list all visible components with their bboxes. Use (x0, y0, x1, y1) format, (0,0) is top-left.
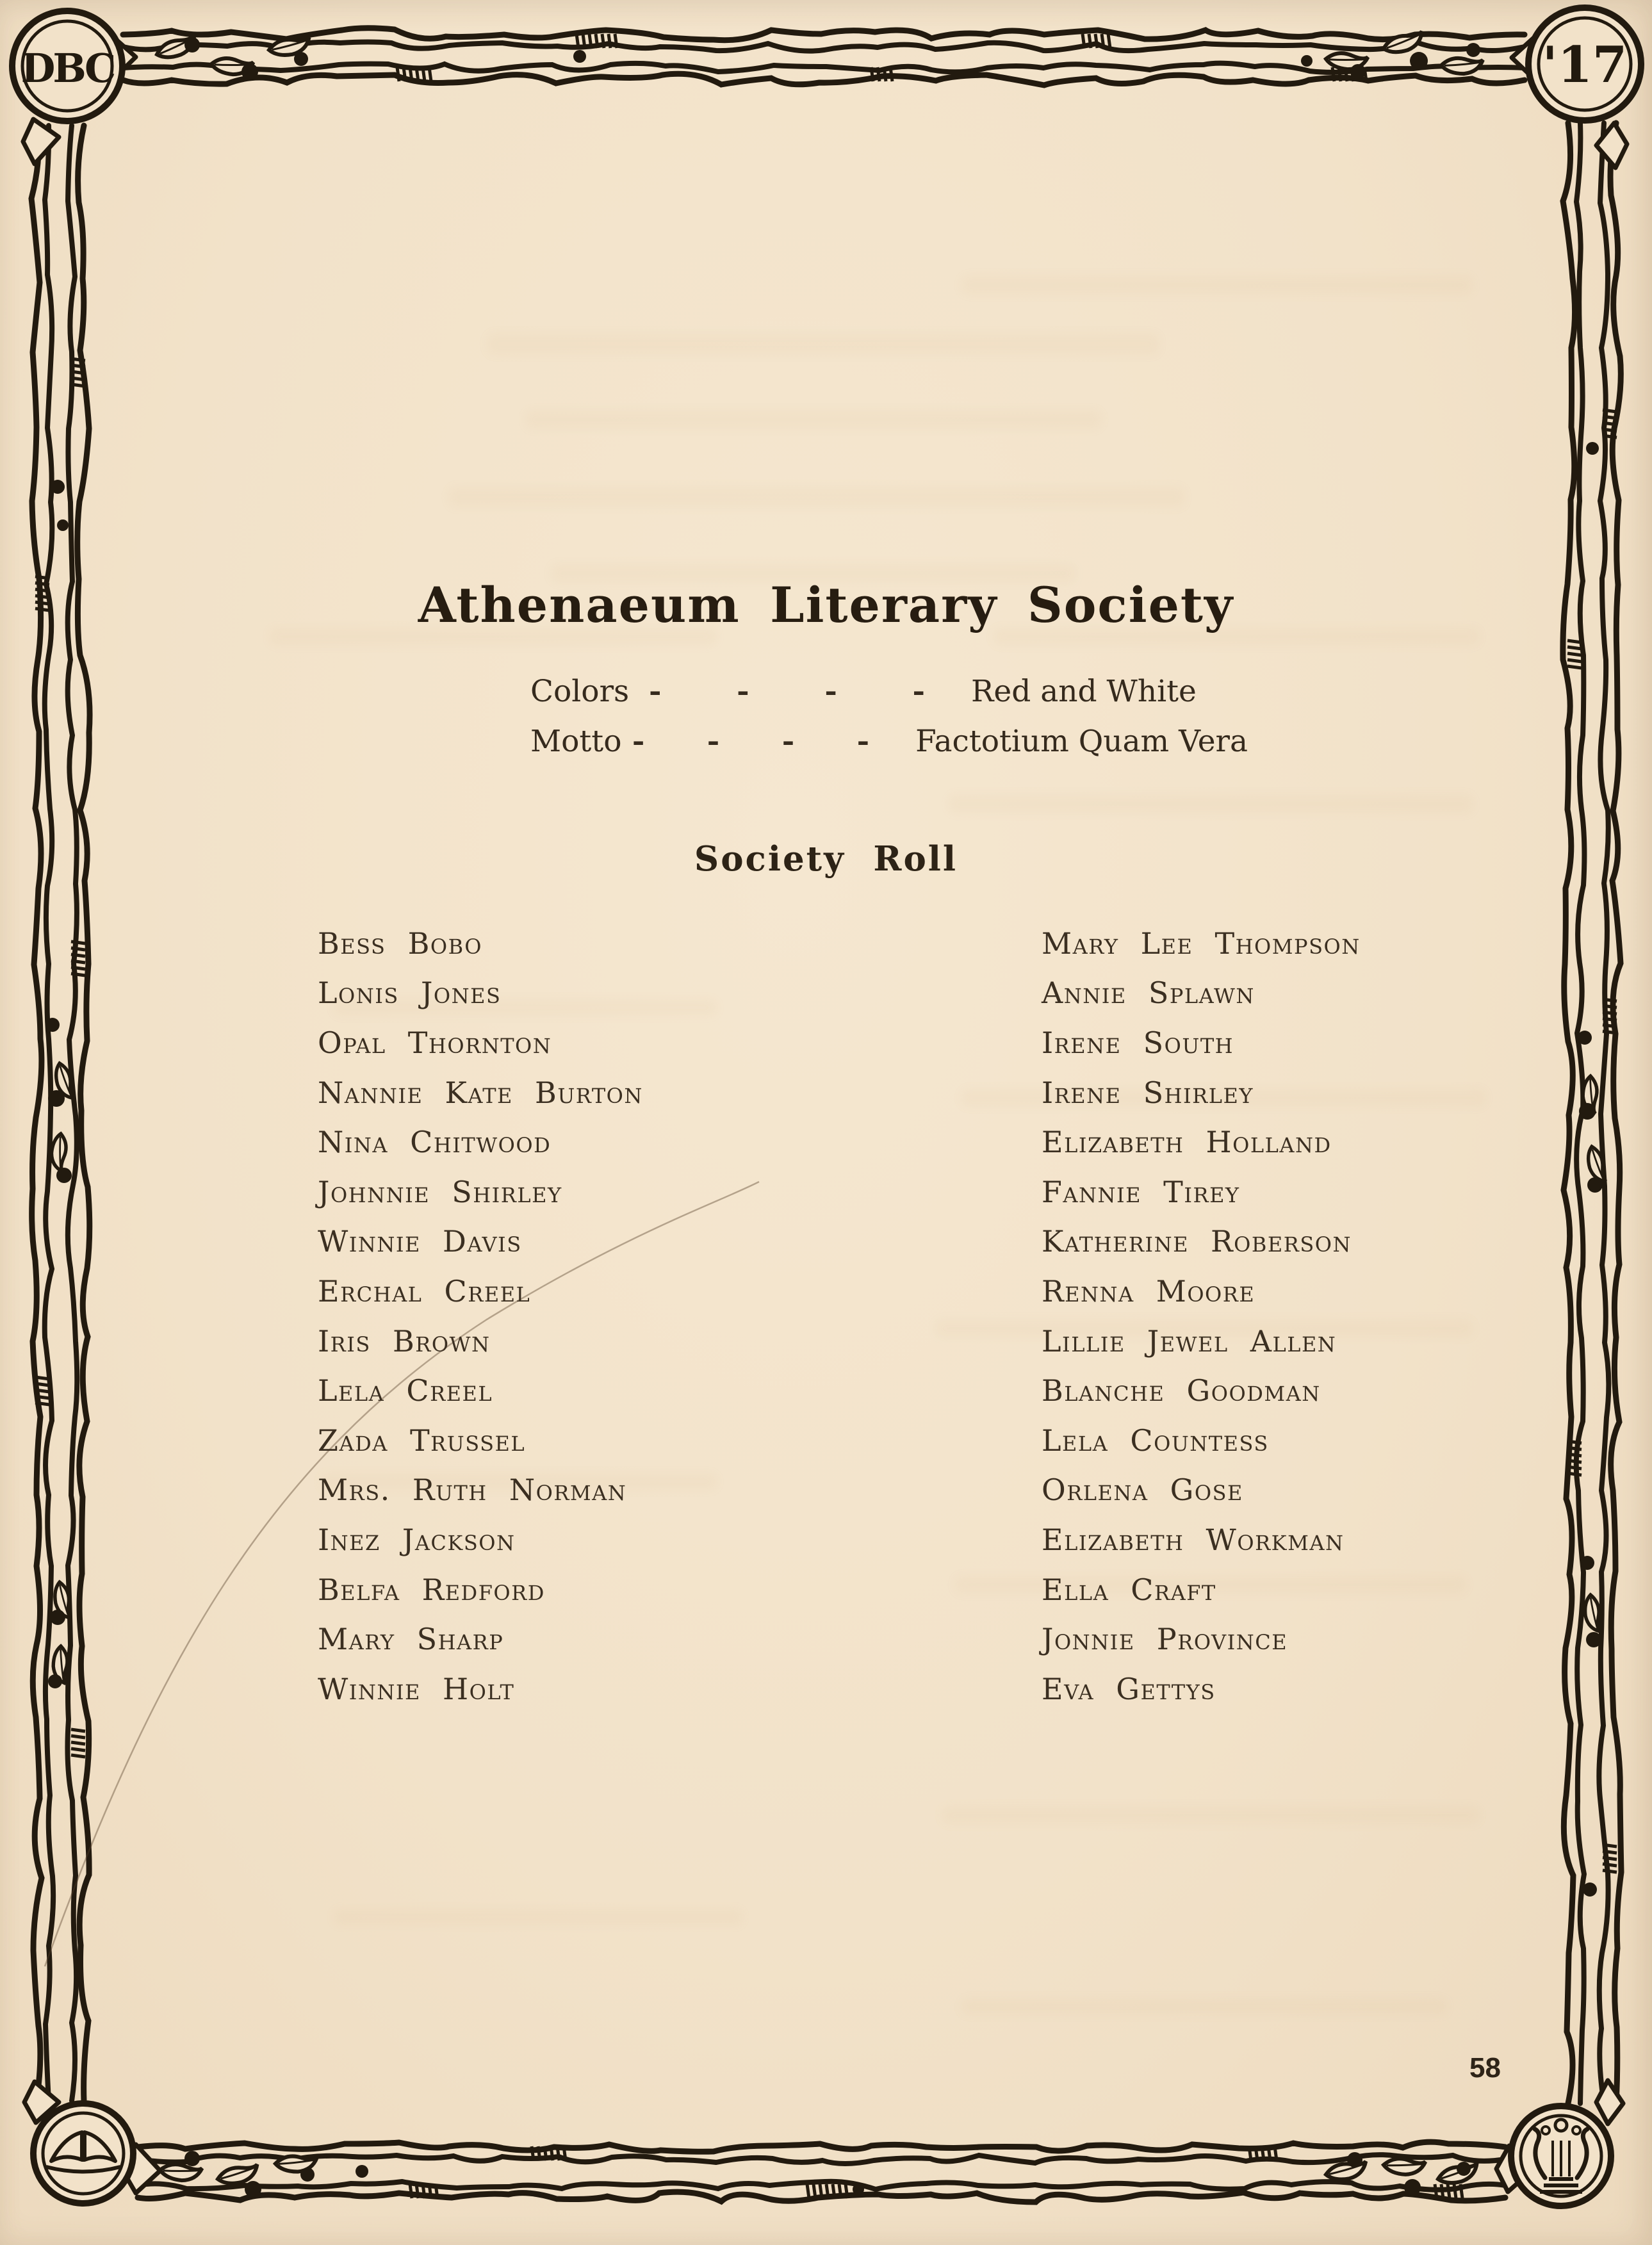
hatch-mark (577, 34, 578, 48)
hatch-mark (807, 2184, 809, 2198)
hatch-mark (71, 384, 85, 386)
hatch-mark (878, 67, 879, 81)
hatch-mark (564, 2146, 566, 2160)
vine-berry (1586, 442, 1599, 455)
hatch-mark (1332, 67, 1334, 81)
hatch-mark (71, 961, 85, 963)
hatch-mark (423, 67, 425, 81)
vine-berry (294, 52, 308, 66)
hatch-mark (1460, 2184, 1462, 2198)
hatch-mark (416, 2184, 418, 2198)
hatch-mark (71, 954, 85, 956)
roll-member: Mrs. Ruth Norman (318, 1473, 627, 1508)
hatch-mark (1567, 660, 1582, 662)
hatch-mark (846, 2184, 847, 2198)
hatch-mark (35, 1403, 49, 1405)
attribute-row-colors (530, 666, 1248, 716)
vine-berry (356, 2165, 368, 2178)
vine-berry (184, 2151, 200, 2166)
hatch-mark (1108, 34, 1110, 48)
hatch-mark (429, 2184, 431, 2198)
hatch-mark (1249, 2146, 1251, 2160)
hatch-mark (551, 2146, 553, 2160)
page-title: Athenaeum Literary Society (418, 576, 1234, 633)
hatch-mark (1262, 2146, 1264, 2160)
vine-berry (1587, 1177, 1603, 1193)
dash: - (737, 675, 749, 707)
dash: - (649, 675, 662, 707)
hatch-mark (35, 1396, 49, 1398)
hatch-mark (532, 2146, 534, 2160)
hatch-mark (404, 67, 405, 81)
society-attributes (530, 666, 1248, 766)
border-line (45, 126, 53, 2101)
roll-member: Zada Trussel (318, 1423, 526, 1458)
roll-member: Iris Brown (318, 1323, 491, 1359)
roll-member: Annie Splawn (1042, 976, 1255, 1011)
border-line (123, 28, 1525, 40)
hatch-mark (609, 34, 610, 48)
roll-member: Inez Jackson (318, 1522, 516, 1557)
hatch-mark (884, 67, 886, 81)
roll-member: Bess Bobo (318, 926, 482, 961)
roll-member: Renna Moore (1042, 1273, 1255, 1309)
border-line (123, 74, 1525, 85)
hatch-mark (820, 2184, 822, 2198)
hatch-mark (416, 67, 418, 81)
vine-berry (1579, 1103, 1596, 1120)
vine-berry (56, 1168, 72, 1183)
hatch-mark (1603, 416, 1617, 418)
hatch-mark (833, 2184, 835, 2198)
hatch-mark (1454, 2184, 1456, 2198)
hatch-mark (1095, 34, 1097, 48)
hatch-mark (583, 34, 585, 48)
hatch-mark (1603, 410, 1617, 412)
hatch-mark (1441, 2184, 1443, 2198)
hatch-mark (436, 2184, 438, 2198)
vine-berry (1578, 1031, 1592, 1045)
vine-leaf (1382, 31, 1425, 55)
vine-berry (57, 519, 69, 531)
hatch-mark (1603, 1857, 1617, 1859)
roll-member: Elizabeth Holland (1042, 1125, 1332, 1160)
hatch-mark (71, 378, 85, 380)
roll-member: Lela Creel (318, 1373, 493, 1408)
hatch-mark (544, 2146, 546, 2160)
roll-member: Ella Craft (1042, 1572, 1216, 1607)
attribute-label: Motto (530, 723, 622, 759)
vine-berry (50, 1610, 65, 1625)
hatch-mark (1603, 1018, 1617, 1020)
border-line (1610, 123, 1621, 2103)
roll-member: Johnnie Shirley (318, 1174, 562, 1209)
hatch-mark (410, 2184, 412, 2198)
hatch-mark (71, 1749, 85, 1751)
border-line (138, 2142, 1505, 2151)
hatch-mark (1567, 641, 1582, 642)
hatch-mark (1603, 1851, 1617, 1853)
vine-berry (1410, 52, 1428, 70)
dash: - (632, 725, 645, 757)
vine-berry (48, 1090, 65, 1107)
vine-berry (300, 2167, 315, 2182)
roll-column-right (1042, 918, 1361, 1714)
dash-leaders (649, 674, 934, 709)
roll-column-left (318, 918, 643, 1714)
hatch-mark (1603, 423, 1617, 425)
hatch-mark (1603, 1012, 1617, 1014)
vine-berry (1457, 2162, 1471, 2176)
hatch-mark (1603, 1864, 1617, 1866)
hatch-mark (890, 67, 892, 81)
page-number: 58 (1469, 2052, 1501, 2084)
hatch-mark (1448, 2184, 1450, 2198)
dash: - (824, 675, 837, 707)
hatch-mark (71, 1729, 85, 1731)
hatch-mark (1567, 1454, 1582, 1456)
roll-member: Mary Sharp (318, 1622, 504, 1657)
roll-member: Katherine Roberson (1042, 1224, 1352, 1259)
vine-berry (1580, 1556, 1594, 1570)
roll-member: Erchal Creel (318, 1273, 531, 1309)
hatch-mark (1603, 1870, 1617, 1872)
hatch-mark (615, 34, 617, 48)
hatch-mark (423, 2184, 425, 2198)
dash: - (856, 725, 870, 757)
hatch-mark (826, 2184, 828, 2198)
hatch-mark (71, 365, 85, 367)
vine-berry (51, 480, 65, 494)
ribbon-fold (23, 119, 59, 164)
vine-berry (1350, 64, 1366, 79)
vine-berry (184, 37, 200, 53)
border-line (78, 126, 90, 2101)
roll-member: Lela Countess (1042, 1423, 1269, 1458)
hatch-mark (71, 967, 85, 969)
hatch-mark (1603, 999, 1617, 1001)
hatch-mark (35, 1390, 49, 1392)
hatch-mark (1567, 1441, 1582, 1443)
hatch-mark (71, 942, 85, 943)
border-line (1563, 123, 1575, 2103)
roll-member: Winnie Holt (318, 1671, 515, 1706)
hatch-mark (1603, 429, 1617, 431)
hatch-mark (1255, 2146, 1257, 2160)
roll-member: Blanche Goodman (1042, 1373, 1321, 1408)
dash: - (912, 675, 925, 707)
vine-berry (573, 50, 586, 63)
hatch-mark (1567, 666, 1582, 668)
vine-leaf (1325, 2161, 1368, 2181)
hatch-mark (410, 67, 412, 81)
hatch-mark (71, 974, 85, 976)
hatch-mark (1603, 1031, 1617, 1033)
vine-berry (853, 2184, 864, 2195)
hatch-mark (429, 67, 431, 81)
hatch-mark (35, 1384, 49, 1385)
roll-heading: Society Roll (694, 839, 958, 879)
hatch-mark (71, 359, 85, 361)
hatch-mark (71, 1736, 85, 1738)
roll-member: Fannie Tirey (1042, 1174, 1240, 1209)
dash-leaders (632, 724, 878, 759)
hatch-mark (1567, 1448, 1582, 1449)
hatch-mark (871, 67, 873, 81)
hatch-mark (839, 2184, 841, 2198)
monogram-class-year: '17 (1542, 36, 1628, 94)
vine-berry (1586, 1632, 1601, 1647)
roll-member: Lillie Jewel Allen (1042, 1323, 1337, 1359)
border-line (67, 126, 77, 2101)
attribute-label: Colors (530, 673, 630, 709)
hatch-mark (1567, 1460, 1582, 1462)
attribute-value: Factotium Quam Vera (915, 723, 1248, 759)
hatch-mark (35, 1377, 49, 1379)
hatch-mark (1567, 653, 1582, 655)
monogram-dbc: DBC (20, 45, 114, 92)
vine-berry (241, 63, 258, 80)
hatch-mark (1603, 436, 1617, 437)
vine-berry (1347, 2152, 1362, 2167)
hatch-mark (602, 34, 604, 48)
roll-member: Irene Shirley (1042, 1075, 1254, 1110)
vine-berry (1583, 1882, 1597, 1897)
hatch-mark (1089, 34, 1091, 48)
border-line (31, 126, 42, 2101)
border-line (123, 42, 1525, 51)
roll-member: Belfa Redford (318, 1572, 545, 1607)
hatch-mark (71, 948, 85, 950)
roll-member: Nina Chitwood (318, 1125, 552, 1160)
hatch-mark (1435, 2184, 1437, 2198)
roll-member: Opal Thornton (318, 1025, 552, 1060)
vine-berry (1301, 55, 1313, 67)
roll-member: Nannie Kate Burton (318, 1075, 643, 1110)
attribute-value: Red and White (971, 673, 1197, 709)
hatch-mark (1603, 1025, 1617, 1027)
roll-member: Elizabeth Workman (1042, 1522, 1345, 1557)
roll-member: Mary Lee Thompson (1042, 926, 1361, 961)
hatch-mark (596, 34, 598, 48)
hatch-mark (1102, 34, 1104, 48)
vine-berry (45, 1018, 60, 1032)
hatch-mark (1083, 34, 1084, 48)
roll-member: Eva Gettys (1042, 1671, 1216, 1706)
border-line (138, 2155, 1505, 2164)
vine-berry (1466, 43, 1480, 57)
vine-leaf (1585, 1595, 1600, 1632)
roll-member: Jonnie Province (1042, 1622, 1288, 1657)
hatch-mark (557, 2146, 559, 2160)
roll-member: Orlena Gose (1042, 1473, 1243, 1508)
vine-leaf (1441, 56, 1483, 76)
hatch-mark (397, 67, 399, 81)
hatch-mark (1567, 1473, 1582, 1475)
hatch-mark (1567, 1467, 1582, 1469)
hatch-mark (1603, 1845, 1617, 1847)
roll-member: Irene South (1042, 1025, 1234, 1060)
vine-berry (48, 1674, 62, 1688)
hatch-mark (1275, 2146, 1277, 2160)
hatch-mark (1567, 647, 1582, 649)
hatch-mark (71, 1755, 85, 1757)
border-line (1599, 123, 1608, 2103)
hatch-mark (814, 2184, 815, 2198)
hatch-mark (589, 34, 591, 48)
vine-berry (245, 2181, 261, 2198)
dash: - (707, 725, 720, 757)
hatch-mark (1603, 1006, 1617, 1008)
dash: - (781, 725, 795, 757)
attribute-row-motto (530, 716, 1248, 766)
hatch-mark (71, 371, 85, 373)
border-line (123, 63, 1525, 72)
roll-member: Lonis Jones (318, 976, 502, 1011)
hatch-mark (1268, 2146, 1270, 2160)
vine-berry (1404, 2179, 1421, 2196)
roll-member: Winnie Davis (318, 1224, 522, 1259)
hatch-mark (71, 1742, 85, 1744)
hatch-mark (538, 2146, 540, 2160)
